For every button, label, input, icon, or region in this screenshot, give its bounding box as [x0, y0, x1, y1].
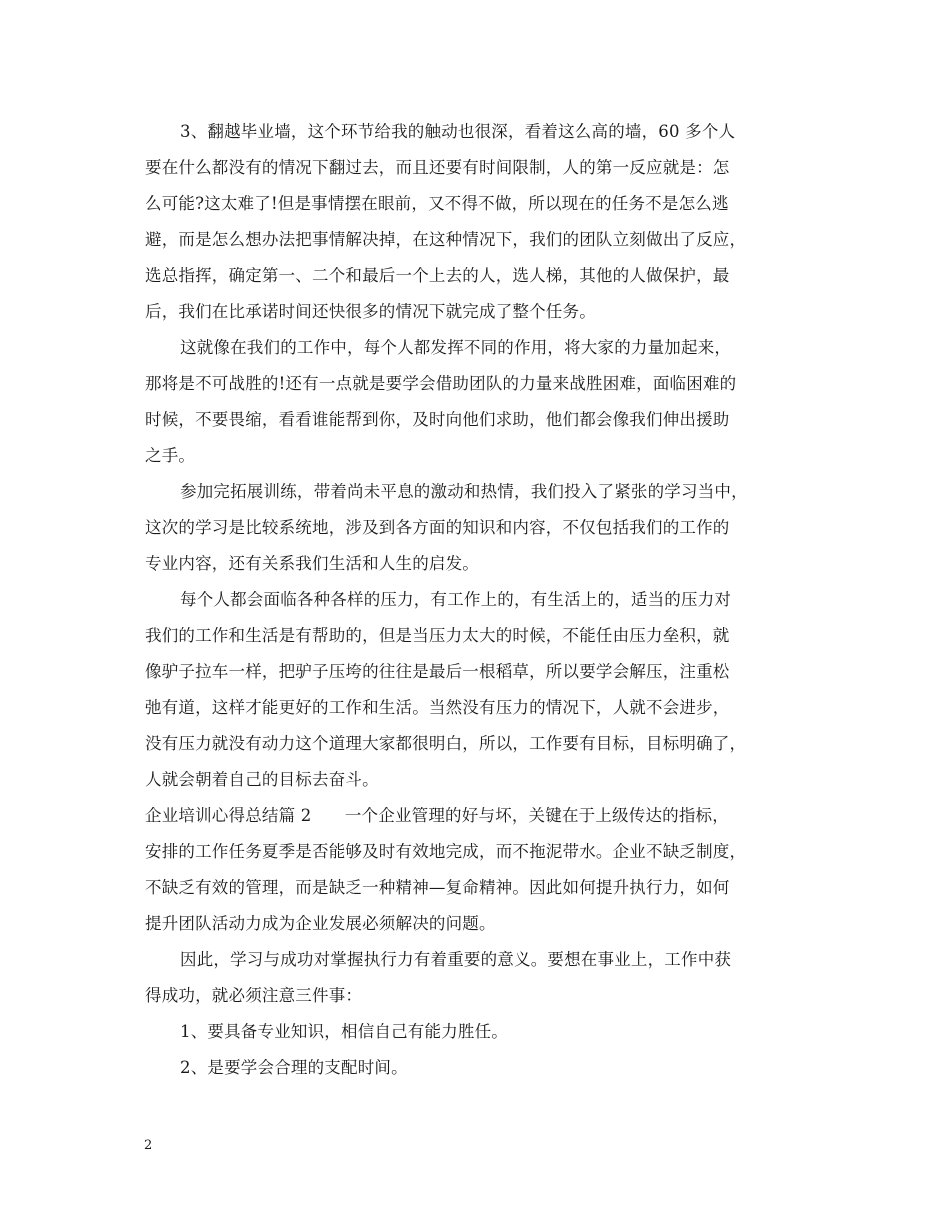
- text-line: 这次的学习是比较系统地，涉及到各方面的知识和内容，不仅包括我们的工作的: [145, 518, 730, 537]
- text-line: 那将是不可战胜的!还有一点就是要学会借助团队的力量来战胜困难，面临困难的: [145, 374, 737, 393]
- text-line: 3、翻越毕业墙，这个环节给我的触动也很深，看着这么高的墙，60 多个人: [180, 122, 736, 141]
- text-line: 么可能?这太难了!但是事情摆在眼前，又不得不做，所以现在的任务不是怎么逃: [145, 194, 729, 213]
- text-line: 提升团队活动力成为企业发展必须解决的问题。: [145, 914, 496, 933]
- text-line: 后，我们在比承诺时间还快很多的情况下就完成了整个任务。: [145, 302, 596, 321]
- text-line: 企业培训心得总结篇 2 一个企业管理的好与坏，关键在于上级传达的指标，: [145, 806, 729, 825]
- text-line: 像驴子拉车一样，把驴子压垮的往往是最后一根稻草，所以要学会解压，注重松: [145, 662, 730, 681]
- text-line: 人就会朝着自己的目标去奋斗。: [145, 770, 379, 789]
- text-line: 没有压力就没有动力这个道理大家都很明白，所以，工作要有目标，目标明确了，: [145, 734, 747, 753]
- text-line: 不缺乏有效的管理，而是缺乏一种精神—复命精神。因此如何提升执行力，如何: [145, 878, 730, 897]
- page-number: 2: [144, 1138, 153, 1153]
- text-line: 之手。: [145, 446, 196, 465]
- text-line: 弛有道，这样才能更好的工作和生活。当然没有压力的情况下，人就不会进步，: [145, 698, 730, 717]
- text-line: 安排的工作任务夏季是否能够及时有效地完成，而不拖泥带水。企业不缺乏制度，: [145, 842, 747, 861]
- text-line: 得成功，就必须注意三件事：: [145, 986, 363, 1005]
- text-line: 参加完拓展训练，带着尚未平息的激动和热情，我们投入了紧张的学习当中，: [180, 482, 748, 501]
- text-line: 1、要具备专业知识，相信自己有能力胜任。: [180, 1022, 508, 1041]
- text-line: 选总指挥，确定第一、二个和最后一个上去的人，选人梯，其他的人做保护，最: [145, 266, 730, 285]
- text-line: 每个人都会面临各种各样的压力，有工作上的，有生活上的，适当的压力对: [180, 590, 732, 609]
- text-line: 我们的工作和生活是有帮助的，但是当压力太大的时候，不能任由压力垒积，就: [145, 626, 730, 645]
- text-line: 2、是要学会合理的支配时间。: [180, 1058, 408, 1077]
- text-line: 这就像在我们的工作中，每个人都发挥不同的作用，将大家的力量加起来，: [180, 338, 732, 357]
- text-line: 避，而是怎么想办法把事情解决掉，在这种情况下，我们的团队立刻做出了反应，: [145, 230, 747, 249]
- text-line: 因此，学习与成功对掌握执行力有着重要的意义。要想在事业上，工作中获: [180, 950, 732, 969]
- text-line: 专业内容，还有关系我们生活和人生的启发。: [145, 554, 479, 573]
- text-line: 要在什么都没有的情况下翻过去，而且还要有时间限制，人的第一反应就是：怎: [145, 158, 730, 177]
- text-line: 时候，不要畏缩，看看谁能帮到你，及时向他们求助，他们都会像我们伸出援助: [145, 410, 730, 429]
